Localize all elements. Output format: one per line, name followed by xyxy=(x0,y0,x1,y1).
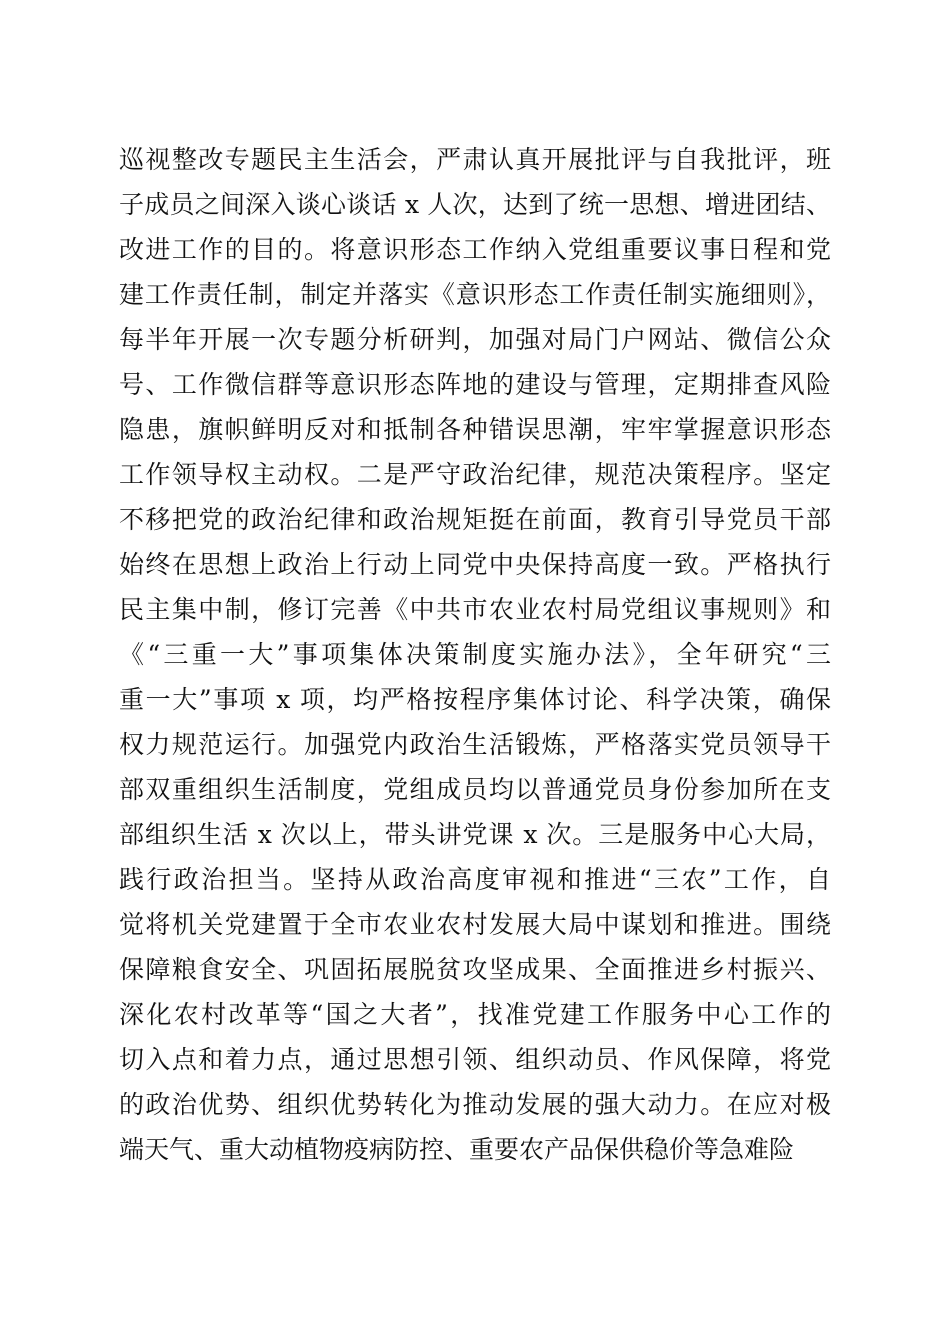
text-line-17: 践行政治担当。坚持从政治高度审视和推进“三农”工作，自 xyxy=(119,865,831,894)
text-line-6: 号、工作微信群等意识形态阵地的建设与管理，定期排查风险 xyxy=(119,370,831,399)
text-line-22: 的政治优势、组织优势转化为推动发展的强大动力。在应对极 xyxy=(119,1090,831,1119)
text-line-10: 始终在思想上政治上行动上同党中央保持高度一致。严格执行 xyxy=(119,550,831,579)
text-line-1: 巡视整改专题民主生活会，严肃认真开展批评与自我批评，班 xyxy=(119,145,831,174)
text-line-21: 切入点和着力点，通过思想引领、组织动员、作风保障，将党 xyxy=(119,1045,831,1074)
text-line-4: 建工作责任制，制定并落实《意识形态工作责任制实施细则》， xyxy=(119,280,831,309)
text-line-13: 重一大”事项 x 项，均严格按程序集体讨论、科学决策，确保 xyxy=(119,685,831,714)
text-line-9: 不移把党的政治纪律和政治规矩挺在前面，教育引导党员干部 xyxy=(119,505,831,534)
text-line-18: 觉将机关党建置于全市农业农村发展大局中谋划和推进。围绕 xyxy=(119,910,831,939)
text-line-3: 改进工作的目的。将意识形态工作纳入党组重要议事日程和党 xyxy=(119,235,831,264)
text-line-16: 部组织生活 x 次以上，带头讲党课 x 次。三是服务中心大局， xyxy=(119,820,831,849)
text-line-8: 工作领导权主动权。二是严守政治纪律，规范决策程序。坚定 xyxy=(119,460,831,489)
text-line-11: 民主集中制，修订完善《中共市农业农村局党组议事规则》和 xyxy=(119,595,831,624)
text-line-2: 子成员之间深入谈心谈话 x 人次，达到了统一思想、增进团结、 xyxy=(119,190,831,219)
text-line-23: 端天气、重大动植物疫病防控、重要农产品保供稳价等急难险 xyxy=(119,1135,795,1164)
text-line-20: 深化农村改革等“国之大者”，找准党建工作服务中心工作的 xyxy=(119,1000,831,1029)
text-line-15: 部双重组织生活制度，党组成员均以普通党员身份参加所在支 xyxy=(119,775,831,804)
text-line-19: 保障粮食安全、巩固拓展脱贫攻坚成果、全面推进乡村振兴、 xyxy=(119,955,831,984)
text-line-14: 权力规范运行。加强党内政治生活锻炼，严格落实党员领导干 xyxy=(119,730,831,759)
text-line-7: 隐患，旗帜鲜明反对和抵制各种错误思潮，牢牢掌握意识形态 xyxy=(119,415,831,444)
text-line-5: 每半年开展一次专题分析研判，加强对局门户网站、微信公众 xyxy=(119,325,831,354)
text-line-12: 《“三重一大”事项集体决策制度实施办法》，全年研究“三 xyxy=(119,640,831,669)
